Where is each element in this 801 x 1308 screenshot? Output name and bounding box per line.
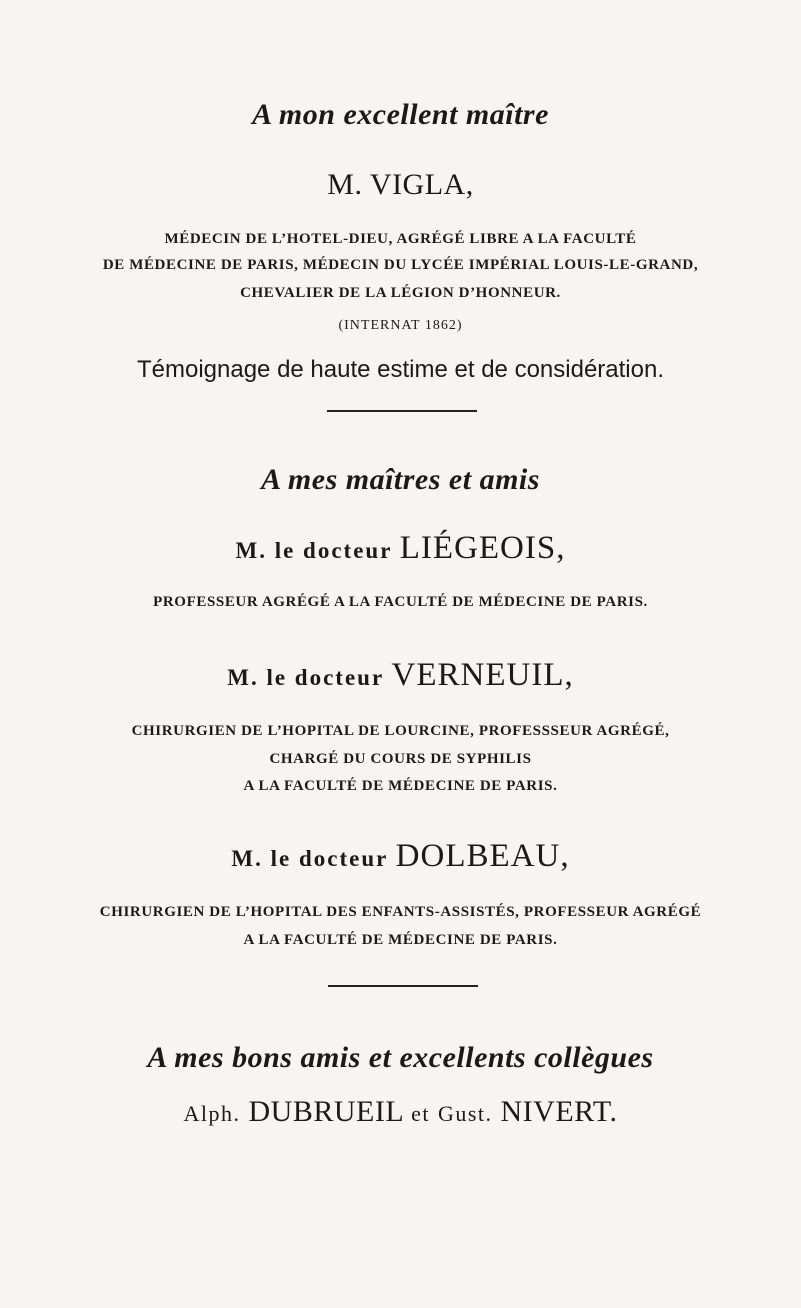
dolbeau-title-line: A LA FACULTÉ DE MÉDECINE DE PARIS. [243, 932, 558, 948]
separator-rule [327, 410, 477, 412]
esteem-sentence: Témoignage de haute estime et de considération. [136, 356, 664, 383]
liegeois-title-line: PROFESSEUR AGRÉGÉ A LA FACULTÉ DE MÉDECINE DE PARIS. [153, 594, 648, 610]
verneuil-title-line: CHIRURGIEN DE L’HOPITAL DE LOURCINE, PROFESSSEUR AGRÉGÉ, [131, 723, 670, 739]
conjunction: et [411, 1101, 430, 1126]
doctor-surname: LIÉGEOIS, [399, 530, 566, 566]
author1-surname: DUBRUEIL [248, 1095, 404, 1128]
separator-rule [328, 985, 478, 987]
dedication-heading-1: A mon excellent maître [252, 98, 549, 131]
vigla-name: M. VIGLA, [327, 168, 474, 201]
vigla-title-line: MÉDECIN DE L’HOTEL-DIEU, AGRÉGÉ LIBRE A LA FACULTÉ [164, 231, 637, 247]
vigla-title-line: CHEVALIER DE LA LÉGION D’HONNEUR. [240, 285, 561, 301]
doctor-surname: VERNEUIL, [391, 657, 574, 693]
vigla-title-line: DE MÉDECINE DE PARIS, MÉDECIN DU LYCÉE IMPÉRIAL LOUIS-LE-GRAND, [102, 257, 699, 273]
verneuil-title-line: A LA FACULTÉ DE MÉDECINE DE PARIS. [243, 778, 558, 794]
author2-given: Gust. [437, 1101, 493, 1126]
dedication-heading-3: A mes bons amis et excellents collègues [147, 1041, 654, 1074]
author2-surname: NIVERT. [500, 1095, 618, 1128]
doctor-surname: DOLBEAU, [395, 838, 570, 874]
verneuil-title-line: CHARGÉ DU COURS DE SYPHILIS [269, 751, 532, 767]
doctor-prefix: M. le docteur [231, 846, 388, 871]
dedication-heading-2: A mes maîtres et amis [261, 463, 540, 496]
internat-note: (INTERNAT 1862) [338, 318, 463, 333]
doctor-name-verneuil [0, 657, 801, 694]
doctor-name-liegeois [0, 530, 801, 567]
doctor-name-dolbeau [0, 838, 801, 875]
dolbeau-title-line: CHIRURGIEN DE L’HOPITAL DES ENFANTS-ASSISTÉS, PROFESSEUR AGRÉGÉ [99, 904, 702, 920]
doctor-prefix: M. le docteur [227, 665, 384, 690]
doctor-prefix: M. le docteur [235, 538, 393, 563]
author1-given: Alph. [183, 1101, 241, 1126]
authors-line [0, 1095, 801, 1129]
